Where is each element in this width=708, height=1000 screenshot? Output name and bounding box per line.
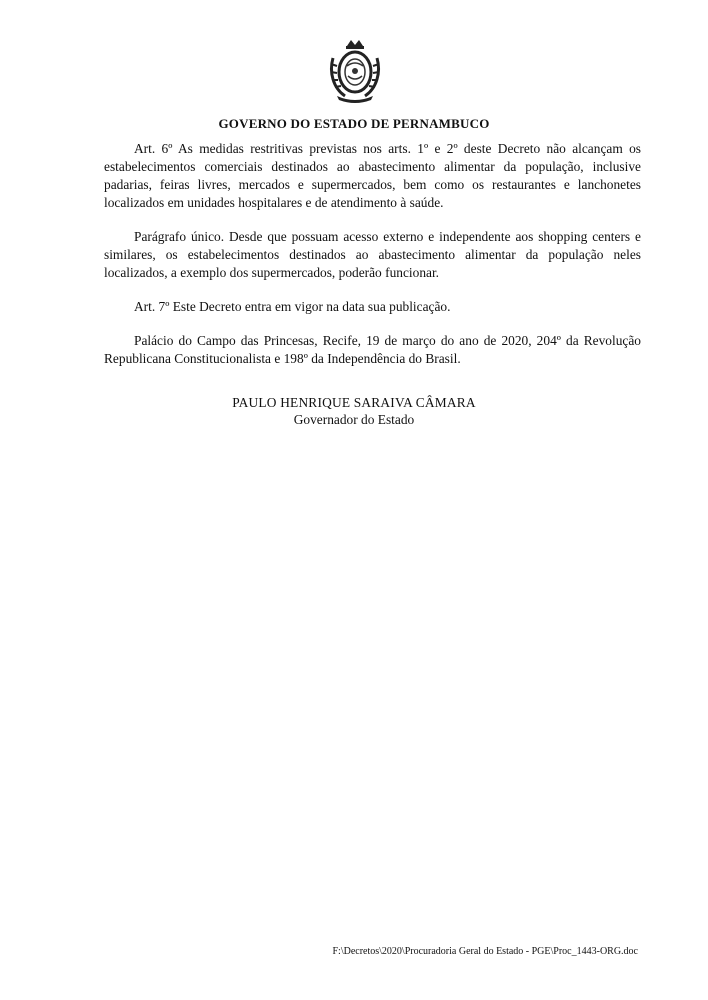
article-6-paragraph: Art. 6º As medidas restritivas previstas nos arts. 1º e 2º deste Decreto não alcançam os estabelecimentos comerciais destinados ao abastecimento alimentar da população, inclusive padarias, feiras livres, mercados e supermercados, bem como os restaurantes e lanchonetes localizados em unidades hospitalares e de atendimento à saúde. (104, 141, 641, 210)
paragrafo-unico: Parágrafo único. Desde que possuam acesso externo e independente aos shopping centers e similares, os estabelecimentos destinados ao abastecimento alimentar da população neles localizados, a exemplo dos supermercados, poderão funcionar. (104, 229, 641, 280)
coat-of-arms-icon (327, 36, 383, 104)
document-body (104, 140, 641, 384)
signatory-title: Governador do Estado (293, 412, 415, 427)
file-path-footer: F:\Decretos\2020\Procuradoria Geral do Estado - PGE\Proc_1443-ORG.doc (332, 946, 638, 957)
document-header: GOVERNO DO ESTADO DE PERNAMBUCO (218, 116, 490, 131)
signatory-name: PAULO HENRIQUE SARAIVA CÂMARA (232, 395, 476, 410)
article-7-paragraph: Art. 7º Este Decreto entra em vigor na data sua publicação. (134, 299, 451, 314)
signature-block (0, 394, 708, 428)
place-date-paragraph: Palácio do Campo das Princesas, Recife, 19 de março do ano de 2020, 204º da Revolução Republicana Constitucionalista e 198º da Independência do Brasil. (104, 333, 641, 366)
